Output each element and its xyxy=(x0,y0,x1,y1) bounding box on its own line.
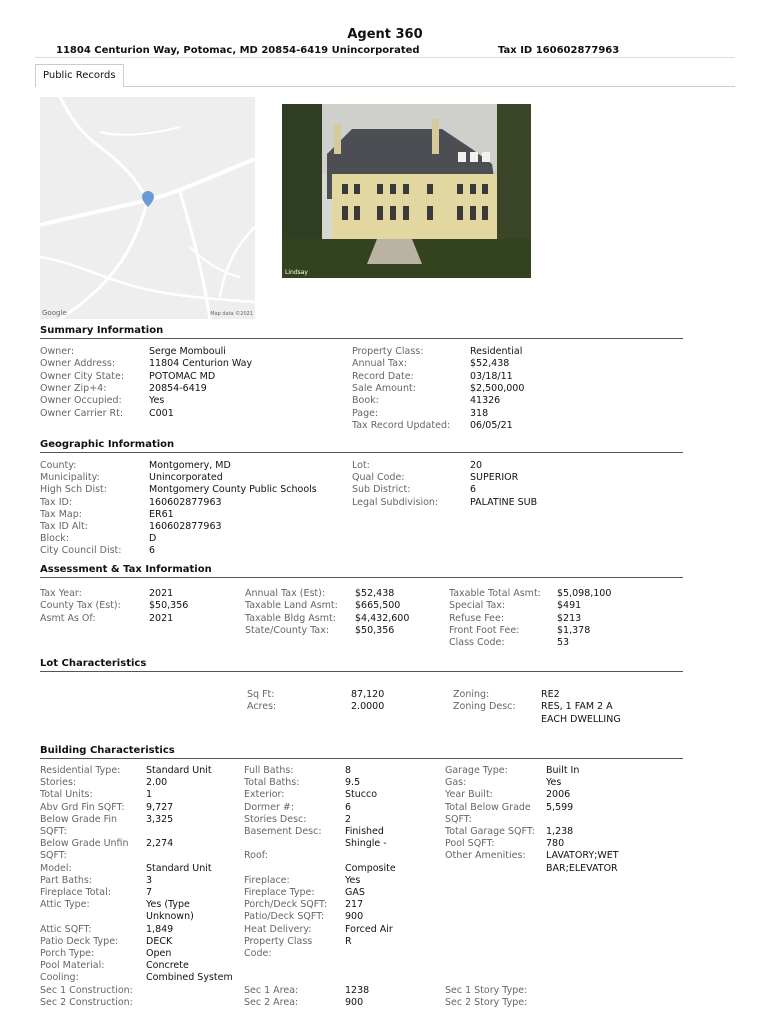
field-value: 11804 Centurion Way xyxy=(149,358,253,370)
field-value: 2021 xyxy=(149,588,174,599)
field-label: Annual Tax: xyxy=(352,358,407,370)
section-divider xyxy=(40,758,683,759)
field-value: 87,120 xyxy=(351,689,385,700)
field-label: Tax Record Updated: xyxy=(352,419,451,431)
field-label: Owner Address: xyxy=(40,358,116,370)
tax-id-header: Tax ID 160602877963 xyxy=(498,45,620,56)
field-label: Patio Deck Type: xyxy=(40,935,119,947)
field-value: PALATINE SUB xyxy=(470,496,538,508)
field-value: 9.5 xyxy=(345,777,361,789)
field-value: EACH DWELLING xyxy=(541,713,621,725)
field-value: ER61 xyxy=(149,508,174,520)
field-label: Special Tax: xyxy=(449,600,506,612)
field-label: County Tax (Est): xyxy=(40,600,121,612)
property-photo xyxy=(282,104,531,278)
field-label: SQFT: xyxy=(445,813,472,825)
field-label: Block: xyxy=(40,533,69,545)
field-label: Porch/Deck SQFT: xyxy=(244,899,328,911)
field-label: Cooling: xyxy=(40,972,79,984)
field-value: Yes (Type xyxy=(146,899,190,911)
field-label: Front Foot Fee: xyxy=(449,624,520,636)
field-value: Montgomery, MD xyxy=(149,460,231,471)
field-value: $2,500,000 xyxy=(470,382,525,394)
field-value: 2.0000 xyxy=(351,701,385,713)
field-label: Sq Ft: xyxy=(247,689,275,700)
field-value: Unincorporated xyxy=(149,472,223,484)
location-pin-icon xyxy=(142,191,154,207)
section-title-building: Building Characteristics xyxy=(40,745,175,756)
field-label: Lot: xyxy=(352,460,370,471)
field-value: Finished xyxy=(345,826,384,837)
field-label: Stories: xyxy=(40,777,77,789)
field-label: Part Baths: xyxy=(40,874,93,886)
field-label: Owner Occupied: xyxy=(40,395,122,407)
field-value: 06/05/21 xyxy=(470,419,513,431)
field-value: 3 xyxy=(146,874,153,886)
field-value: Composite xyxy=(345,862,396,874)
section-title-summary: Summary Information xyxy=(40,325,164,336)
field-value: 6 xyxy=(470,484,477,496)
field-value: SUPERIOR xyxy=(470,472,519,484)
field-label: Fireplace: xyxy=(244,874,290,886)
field-label: Model: xyxy=(40,862,72,874)
field-value: $5,098,100 xyxy=(557,588,612,599)
field-label: Property Class: xyxy=(352,346,424,357)
field-value: Montgomery County Public Schools xyxy=(149,484,317,496)
field-value: RES, 1 FAM 2 A xyxy=(541,701,613,713)
field-value: 6 xyxy=(149,545,156,557)
field-label: Municipality: xyxy=(40,472,100,484)
property-address: 11804 Centurion Way, Potomac, MD 20854-6419 Unincorporated xyxy=(56,45,420,56)
field-label: State/County Tax: xyxy=(245,624,330,636)
field-label: Roof: xyxy=(244,850,269,862)
field-value: Stucco xyxy=(345,789,378,801)
field-value: 1,238 xyxy=(546,826,574,837)
field-label: Pool SQFT: xyxy=(445,838,495,850)
field-value: 217 xyxy=(345,899,364,911)
field-label: Legal Subdivision: xyxy=(352,496,439,508)
field-label: Record Date: xyxy=(352,370,414,382)
field-value: 3,325 xyxy=(146,813,174,825)
field-value: LAVATORY;WET xyxy=(546,850,619,862)
section-divider xyxy=(40,338,683,339)
field-value: $52,438 xyxy=(470,358,510,370)
field-value: 2,274 xyxy=(146,838,174,850)
field-value: Standard Unit xyxy=(146,862,212,874)
field-label: Sec 1 Story Type: xyxy=(445,984,528,996)
tab-public-records[interactable]: Public Records xyxy=(35,64,124,87)
field-label: Attic SQFT: xyxy=(40,923,92,935)
field-label: Total Baths: xyxy=(244,777,300,789)
field-label: Gas: xyxy=(445,777,467,789)
field-value: Built In xyxy=(546,765,580,776)
field-label: Sec 1 Construction: xyxy=(40,984,133,996)
field-value: 780 xyxy=(546,838,565,850)
field-value: $1,378 xyxy=(557,624,591,636)
field-value: 2021 xyxy=(149,612,174,624)
field-value: Combined System xyxy=(146,972,233,984)
map-roads xyxy=(40,97,255,319)
field-value: 41326 xyxy=(470,395,501,407)
field-label: Attic Type: xyxy=(40,899,90,911)
field-label: Sec 2 Story Type: xyxy=(445,996,528,1008)
field-label: Pool Material: xyxy=(40,960,105,972)
field-value: BAR;ELEVATOR xyxy=(546,862,618,874)
field-value: Forced Air xyxy=(345,923,393,935)
field-label: Tax Year: xyxy=(40,588,82,599)
tab-bar-border xyxy=(35,86,735,87)
field-label: Page: xyxy=(352,407,379,419)
field-value: D xyxy=(149,533,157,545)
field-label: Owner City State: xyxy=(40,370,125,382)
field-value: 160602877963 xyxy=(149,521,222,532)
field-value: RE2 xyxy=(541,689,560,700)
field-label: High Sch Dist: xyxy=(40,484,107,496)
field-label: Annual Tax (Est): xyxy=(245,588,326,599)
field-label: Owner Zip+4: xyxy=(40,382,107,394)
field-label: Exterior: xyxy=(244,789,285,801)
field-value: 2006 xyxy=(546,789,571,801)
field-label: Taxable Land Asmt: xyxy=(245,600,338,612)
field-label: Fireplace Total: xyxy=(40,887,111,898)
field-value: Yes xyxy=(149,395,165,407)
field-value: Concrete xyxy=(146,960,189,972)
field-value: $4,432,600 xyxy=(355,612,410,624)
field-label: Owner: xyxy=(40,346,75,357)
field-label: Total Units: xyxy=(40,789,93,801)
field-label: Dormer #: xyxy=(244,801,295,813)
field-value: $213 xyxy=(557,612,582,624)
field-value: $50,356 xyxy=(355,624,395,636)
field-label: Sec 1 Area: xyxy=(244,984,299,996)
section-divider xyxy=(40,452,683,453)
field-value: Yes xyxy=(345,874,361,886)
field-label: Patio/Deck SQFT: xyxy=(244,911,325,923)
section-title-geographic: Geographic Information xyxy=(40,439,175,450)
field-label: SQFT: xyxy=(40,826,67,837)
field-label: SQFT: xyxy=(40,850,67,862)
field-label: County: xyxy=(40,460,77,471)
field-value: Standard Unit xyxy=(146,765,212,776)
field-label: Taxable Total Asmt: xyxy=(449,588,541,599)
field-value: C001 xyxy=(149,407,174,419)
map-credit: Map data ©2021 xyxy=(210,311,253,317)
section-title-assessment: Assessment & Tax Information xyxy=(40,564,212,575)
field-label: Class Code: xyxy=(449,637,505,649)
field-label: Owner Carrier Rt: xyxy=(40,407,124,419)
tab-bar-top-border xyxy=(35,57,735,58)
photo-watermark: Lindsay xyxy=(285,269,308,276)
section-divider xyxy=(40,577,683,578)
field-label: City Council Dist: xyxy=(40,545,122,557)
field-label: Tax Map: xyxy=(40,508,82,520)
field-value: 160602877963 xyxy=(149,496,222,508)
field-value: 7 xyxy=(146,887,153,898)
field-label: Sec 2 Construction: xyxy=(40,996,133,1008)
field-value: Open xyxy=(146,948,172,959)
field-value: $665,500 xyxy=(355,600,401,612)
field-label: Book: xyxy=(352,395,379,407)
field-label: Year Built: xyxy=(445,789,493,801)
field-label: Zoning Desc: xyxy=(453,701,516,713)
section-title-lot: Lot Characteristics xyxy=(40,658,147,669)
field-label: Acres: xyxy=(247,701,277,713)
field-label: Code: xyxy=(244,948,272,959)
field-value: 20 xyxy=(470,460,483,471)
field-label: Heat Delivery: xyxy=(244,923,312,935)
field-value: 318 xyxy=(470,407,489,419)
field-label: Garage Type: xyxy=(445,765,508,776)
field-value: $52,438 xyxy=(355,588,395,599)
field-value: 2 xyxy=(345,813,352,825)
field-label: Total Garage SQFT: xyxy=(445,826,535,837)
field-value: 6 xyxy=(345,801,352,813)
field-label: Tax ID Alt: xyxy=(40,521,88,532)
field-label: Stories Desc: xyxy=(244,813,307,825)
field-label: Residential Type: xyxy=(40,765,121,776)
field-label: Porch Type: xyxy=(40,948,95,959)
field-label: Basement Desc: xyxy=(244,826,322,837)
field-value: $491 xyxy=(557,600,582,612)
field-value: Shingle - xyxy=(345,838,387,850)
field-value: R xyxy=(345,935,352,947)
field-label: Asmt As Of: xyxy=(40,612,96,624)
field-label: Fireplace Type: xyxy=(244,887,315,898)
field-value: 900 xyxy=(345,996,364,1008)
field-label: Zoning: xyxy=(453,689,490,700)
page-title: Agent 360 xyxy=(347,27,423,42)
field-label: Refuse Fee: xyxy=(449,612,505,624)
field-value: 03/18/11 xyxy=(470,370,513,382)
map-logo: Google xyxy=(42,309,67,317)
field-label: Other Amenities: xyxy=(445,850,526,862)
field-value: 1,849 xyxy=(146,923,174,935)
field-label: Sub District: xyxy=(352,484,411,496)
field-label: Abv Grd Fin SQFT: xyxy=(40,801,125,813)
field-value: 9,727 xyxy=(146,801,174,813)
field-label: Property Class xyxy=(244,935,313,947)
field-value: 1238 xyxy=(345,984,370,996)
field-label: Below Grade Fin xyxy=(40,813,118,825)
field-label: Below Grade Unfin xyxy=(40,838,129,850)
field-value: 2.00 xyxy=(146,777,168,789)
field-value: 8 xyxy=(345,765,352,776)
field-label: Qual Code: xyxy=(352,472,405,484)
field-value: Serge Mombouli xyxy=(149,346,226,357)
field-label: Sale Amount: xyxy=(352,382,416,394)
section-divider xyxy=(40,671,683,672)
field-label: Full Baths: xyxy=(244,765,294,776)
field-value: 900 xyxy=(345,911,364,923)
field-value: Unknown) xyxy=(146,911,194,923)
field-label: Total Below Grade xyxy=(445,801,531,813)
field-value: $50,356 xyxy=(149,600,189,612)
field-value: 53 xyxy=(557,637,570,649)
field-value: POTOMAC MD xyxy=(149,370,216,382)
field-value: 5,599 xyxy=(546,801,574,813)
field-value: DECK xyxy=(146,935,173,947)
field-value: GAS xyxy=(345,887,365,898)
field-value: Residential xyxy=(470,346,523,357)
field-label: Tax ID: xyxy=(40,496,73,508)
field-label: Sec 2 Area: xyxy=(244,996,299,1008)
field-label: Taxable Bldg Asmt: xyxy=(245,612,336,624)
field-value: Yes xyxy=(546,777,562,789)
location-map[interactable] xyxy=(40,97,255,319)
field-value: 20854-6419 xyxy=(149,382,207,394)
field-value: 1 xyxy=(146,789,153,801)
